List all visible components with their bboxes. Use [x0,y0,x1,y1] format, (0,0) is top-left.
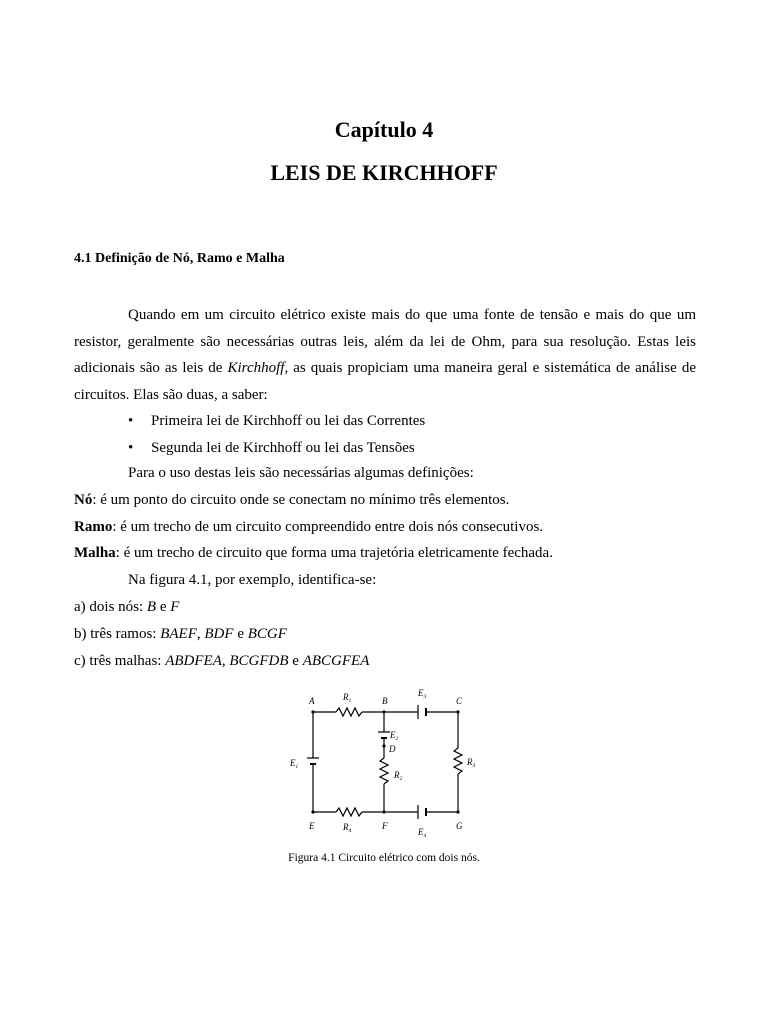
node-dot [382,810,385,813]
example-item: BAEF [160,626,197,642]
example-prefix: c) três malhas: [74,653,166,669]
label-r2: $R_2$ [394,770,403,782]
circuit-diagram [280,682,480,842]
example-item: ABCGFEA [302,653,370,669]
label-r1: $R_1$ [343,692,352,704]
node-dot [311,810,314,813]
definition-term: Nó [74,492,93,508]
example-sep: , [196,626,205,642]
label-r3: $R_3$ [467,757,476,769]
example-sep: , [221,653,230,669]
label-e1: $E_1$ [290,758,299,770]
definition-text: : é um trecho de um circuito compreendido entre dois nós consecutivos. [112,519,544,535]
chapter-title: LEIS DE KIRCHHOFF [270,160,498,185]
example-item: ABDFEA [165,653,222,669]
node-label-b: B [382,696,388,706]
label-e2: $E_2$ [390,730,399,742]
example-item: BCGFDB [229,653,289,669]
definition-malha [74,545,553,562]
node-label-a: A [309,696,315,706]
section-heading: 4.1 Definição de Nó, Ramo e Malha [74,251,285,266]
definition-no [74,492,509,509]
example-item: BDF [204,626,234,642]
example-sep: e [233,626,248,642]
node-dot [382,744,385,747]
node-dot [382,710,385,713]
intro-paragraph [74,302,696,408]
label-r4: $R_4$ [343,822,352,834]
node-label-g: G [456,821,463,831]
definition-ramo [74,519,543,536]
example-item: BCGF [247,626,287,642]
example-sep: e [288,653,303,669]
definitions-intro: Para o uso destas leis são necessárias algumas definições: [128,465,474,481]
laws-list [128,408,425,462]
resistor-r2 [380,758,388,784]
example-sep: e [156,599,171,615]
node-label-f: F [382,821,388,831]
node-label-d: D [389,744,396,754]
resistor-r4 [336,808,362,816]
example-c [74,653,369,670]
intro-text-after: , as quais propiciam uma maneira geral e sistemática de análise de circuitos. Elas são duas, a saber: [74,360,696,403]
label-e4: $E_4$ [418,827,427,839]
intro-text-before: Quando em um circuito elétrico existe mais do que uma fonte de tensão e mais do que um resistor, geralmente são necessárias outras leis, além da lei de Ohm, para sua resolução. Estas leis adicionais são as leis de [74,307,696,376]
node-label-e: E [309,821,315,831]
definition-term: Malha [74,545,116,561]
label-e3: $E_3$ [418,688,427,700]
definition-text: : é um trecho de circuito que forma uma trajetória eletricamente fechada. [115,545,553,561]
intro-emphasis: Kirchhoff [227,360,285,376]
node-dot [311,710,314,713]
example-prefix: b) três ramos: [74,626,161,642]
example-intro: Na figura 4.1, por exemplo, identifica-se: [128,572,377,588]
example-prefix: a) dois nós: [74,599,147,615]
node-dot [456,710,459,713]
resistor-r3 [454,748,462,774]
example-item: F [170,599,180,615]
definition-term: Ramo [74,519,113,535]
example-b [74,626,287,643]
resistor-r1 [336,708,362,716]
chapter-number: Capítulo 4 [334,117,434,142]
example-item: B [146,599,157,615]
example-a [74,599,179,616]
node-dot [456,810,459,813]
list-item: • Segunda lei de Kirchhoff ou lei das Tensões [128,435,425,462]
definition-text: : é um ponto do circuito onde se conectam no mínimo três elementos. [92,492,510,508]
list-item: • Primeira lei de Kirchhoff ou lei das Correntes [128,408,425,435]
figure-caption: Figura 4.1 Circuito elétrico com dois nós. [288,852,480,864]
node-label-c: C [456,696,463,706]
